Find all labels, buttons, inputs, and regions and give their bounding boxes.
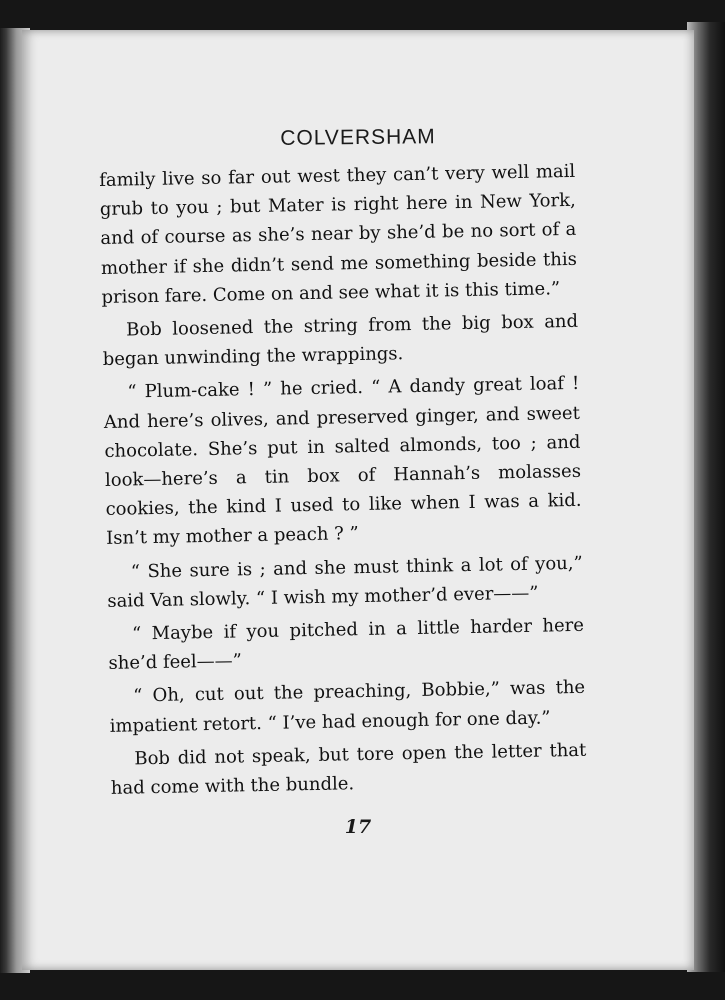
book-page — [22, 30, 694, 970]
paragraph-4: “ She sure is ; and she must think a lot of you,” said Van slowly. “ I wish my mother’d ever——” — [107, 552, 583, 612]
paragraph-3: “ Plum-cake ! ” he cried. “ A dandy great loaf ! And here’s olives, and preserved ginger, and sweet chocolate. She’s put in salted almonds, too ; and look—here’s a tin box of Hannah’s molasses cookies, the kind I used to like when I was a kid. Isn’t my mother a peach ? ” — [103, 373, 582, 550]
paragraph-1: family live so far out west they can’t very well mail grub to you ; but Mater is right here in New York, and of course as she’s near by she’d be no sort of a mother if she didn’t send me something beside this prison fare. Come on and see what it is this time.” — [99, 160, 578, 308]
paragraph-7: Bob did not speak, but tore open the letter that had come with the bundle. — [110, 739, 587, 799]
running-header: COLVERSHAM — [280, 125, 436, 150]
paragraph-2: Bob loosened the string from the big box and began unwinding the wrappings. — [102, 310, 579, 371]
body-text — [99, 157, 587, 807]
page-number: 17 — [344, 816, 372, 838]
paragraph-5: “ Maybe if you pitched in a little harder here she’d feel——” — [108, 614, 585, 675]
paragraph-6: “ Oh, cut out the preaching, Bobbie,” was the impatient retort. “ I’ve had enough for one day.” — [109, 677, 586, 737]
